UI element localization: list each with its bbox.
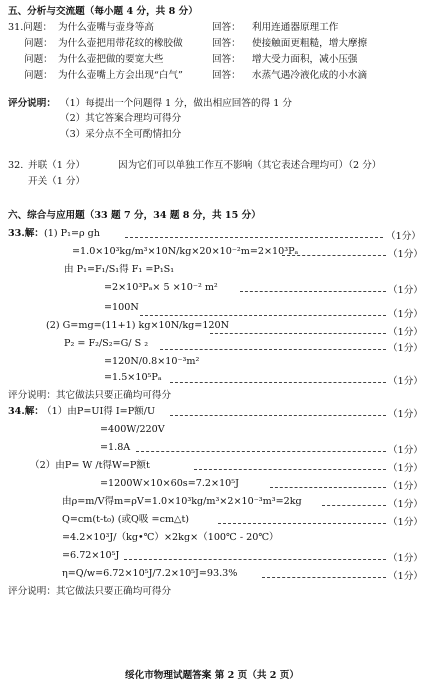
- dotted-leader: [240, 291, 386, 292]
- q33-scoring-note: 评分说明：其它做法只要正确均可得分: [8, 390, 172, 401]
- q31-answer-4: 水蒸气遇冷液化成的小水滴: [252, 70, 368, 81]
- section5-title: 五、分析与交流题（每小题 4 分，共 8 分）: [8, 6, 198, 17]
- dotted-leader: [140, 315, 386, 316]
- q32-reason: 因为它们可以单独工作互不影响（其它表述合理均可）（2 分）: [118, 160, 382, 171]
- q31-question-1: 为什么壶嘴与壶身等高: [58, 22, 154, 33]
- q31-answer-label-3: 回答：: [212, 54, 241, 65]
- score-mark: （1分）: [388, 553, 423, 564]
- q34-line-3: =1.8A: [100, 442, 131, 453]
- section6-title: 六、综合与应用题（33 题 7 分，34 题 8 分，共 15 分）: [8, 210, 261, 221]
- score-mark: （1分）: [388, 481, 423, 492]
- q33-line-2: =1.0×10³kg/m³×10N/kg×20×10⁻²m=2×10³Pₐ: [72, 246, 299, 257]
- dotted-leader: [124, 559, 386, 560]
- q32-number: 32.: [8, 160, 24, 171]
- q34-line-7: Q=cm(t-t₀) (或Q吸 =cm△t): [62, 514, 190, 525]
- q33-line-4: =2×10³Pₐ× 5 ×10⁻² m²: [104, 282, 218, 293]
- score-mark: （1分）: [388, 571, 423, 582]
- dotted-leader: [160, 349, 386, 350]
- score-mark: （1分）: [386, 231, 421, 242]
- q31-question-label-3: 问题：: [24, 54, 53, 65]
- q33-line-6: (2) G=mg=(11+1) kg×10N/kg=120N: [46, 320, 230, 331]
- score-mark: （1分）: [388, 249, 423, 260]
- score-mark: （1分）: [388, 309, 423, 320]
- dotted-leader: [322, 505, 386, 506]
- score-mark: （1分）: [388, 445, 423, 456]
- dotted-leader: [282, 255, 386, 256]
- q31-label: 31.问题：: [8, 22, 53, 33]
- score-mark: （1分）: [388, 376, 423, 387]
- score-mark: （1分）: [388, 409, 423, 420]
- q33-line-3: 由 P₁=F₁/S₁得 F₁ =P₁S₁: [64, 264, 175, 275]
- dotted-leader: [194, 469, 386, 470]
- score-mark: （1分）: [388, 499, 423, 510]
- q34-line-6: 由ρ=m/V得m=ρV=1.0×10³kg/m³×2×10⁻³m³=2kg: [62, 496, 302, 507]
- q32-series: 并联（1 分）: [28, 160, 86, 171]
- q34-line-1: （1）由P=UI得 I=P额/U: [42, 406, 156, 417]
- dotted-leader: [270, 487, 386, 488]
- score-mark: （1分）: [388, 517, 423, 528]
- q33-line-8: =120N/0.8×10⁻³m²: [104, 356, 200, 367]
- q31-answer-label-4: 回答：: [212, 70, 241, 81]
- q31-answer-label-1: 回答：: [212, 22, 241, 33]
- q31-answer-2: 使接触面更粗糙，增大摩擦: [252, 38, 368, 49]
- section5-scoring-1: （1）每提出一个问题得 1 分，做出相应回答的得 1 分: [60, 98, 292, 109]
- score-mark: （1分）: [388, 327, 423, 338]
- q31-question-4: 为什么壶嘴上方会出现“白气”: [58, 70, 183, 81]
- q31-answer-label-2: 回答：: [212, 38, 241, 49]
- q31-question-label-2: 问题：: [24, 38, 53, 49]
- q34-line-2: =400W/220V: [100, 424, 165, 435]
- q33-label: 33.解：: [8, 228, 44, 239]
- q34-line-10: η=Q/w=6.72×10⁵J/7.2×10⁵J=93.3%: [62, 568, 238, 579]
- dotted-leader: [170, 415, 386, 416]
- q33-line-7: P₂ = F₂/S₂=G/ S ₂: [64, 338, 149, 349]
- q33-line-1: (1) P₁=ρ gh: [44, 228, 100, 239]
- section5-scoring-title: 评分说明：: [8, 98, 56, 109]
- q33-line-9: =1.5×10⁵Pₐ: [104, 372, 162, 383]
- q34-line-9: =6.72×10⁵J: [62, 550, 120, 561]
- q31-answer-3: 增大受力面积，减小压强: [252, 54, 358, 65]
- page-footer: 绥化市物理试题答案 第 2 页（共 2 页）: [125, 670, 299, 681]
- score-mark: （1分）: [388, 343, 423, 354]
- dotted-leader: [262, 577, 386, 578]
- dotted-leader: [218, 523, 386, 524]
- q34-line-8: =4.2×10³J/（kg•℃）×2kg×（100℃ - 20℃）: [62, 532, 279, 543]
- dotted-leader: [170, 382, 386, 383]
- q34-label: 34.解：: [8, 406, 44, 417]
- q33-line-5: =100N: [104, 302, 139, 313]
- q31-question-3: 为什么壶把做的要宽大些: [58, 54, 164, 65]
- q31-question-2: 为什么壶把用带花纹的橡胶做: [58, 38, 183, 49]
- q34-line-4: （2）由P= W /t得W=P额t: [30, 460, 150, 471]
- q34-scoring-note: 评分说明：其它做法只要正确均可得分: [8, 586, 172, 597]
- q31-answer-1: 利用连通器原理工作: [252, 22, 339, 33]
- q31-question-label-4: 问题：: [24, 70, 53, 81]
- dotted-leader: [210, 333, 386, 334]
- dotted-leader: [125, 237, 383, 238]
- score-mark: （1分）: [388, 285, 423, 296]
- q32-switch: 开关（1 分）: [28, 176, 86, 187]
- dotted-leader: [136, 451, 386, 452]
- q34-line-5: =1200W×10×60s=7.2×10⁵J: [100, 478, 239, 489]
- section5-scoring-3: （3）采分点不全可酌情扣分: [60, 129, 182, 140]
- section5-scoring-2: （2）其它答案合理均可得分: [60, 113, 182, 124]
- score-mark: （1分）: [388, 463, 423, 474]
